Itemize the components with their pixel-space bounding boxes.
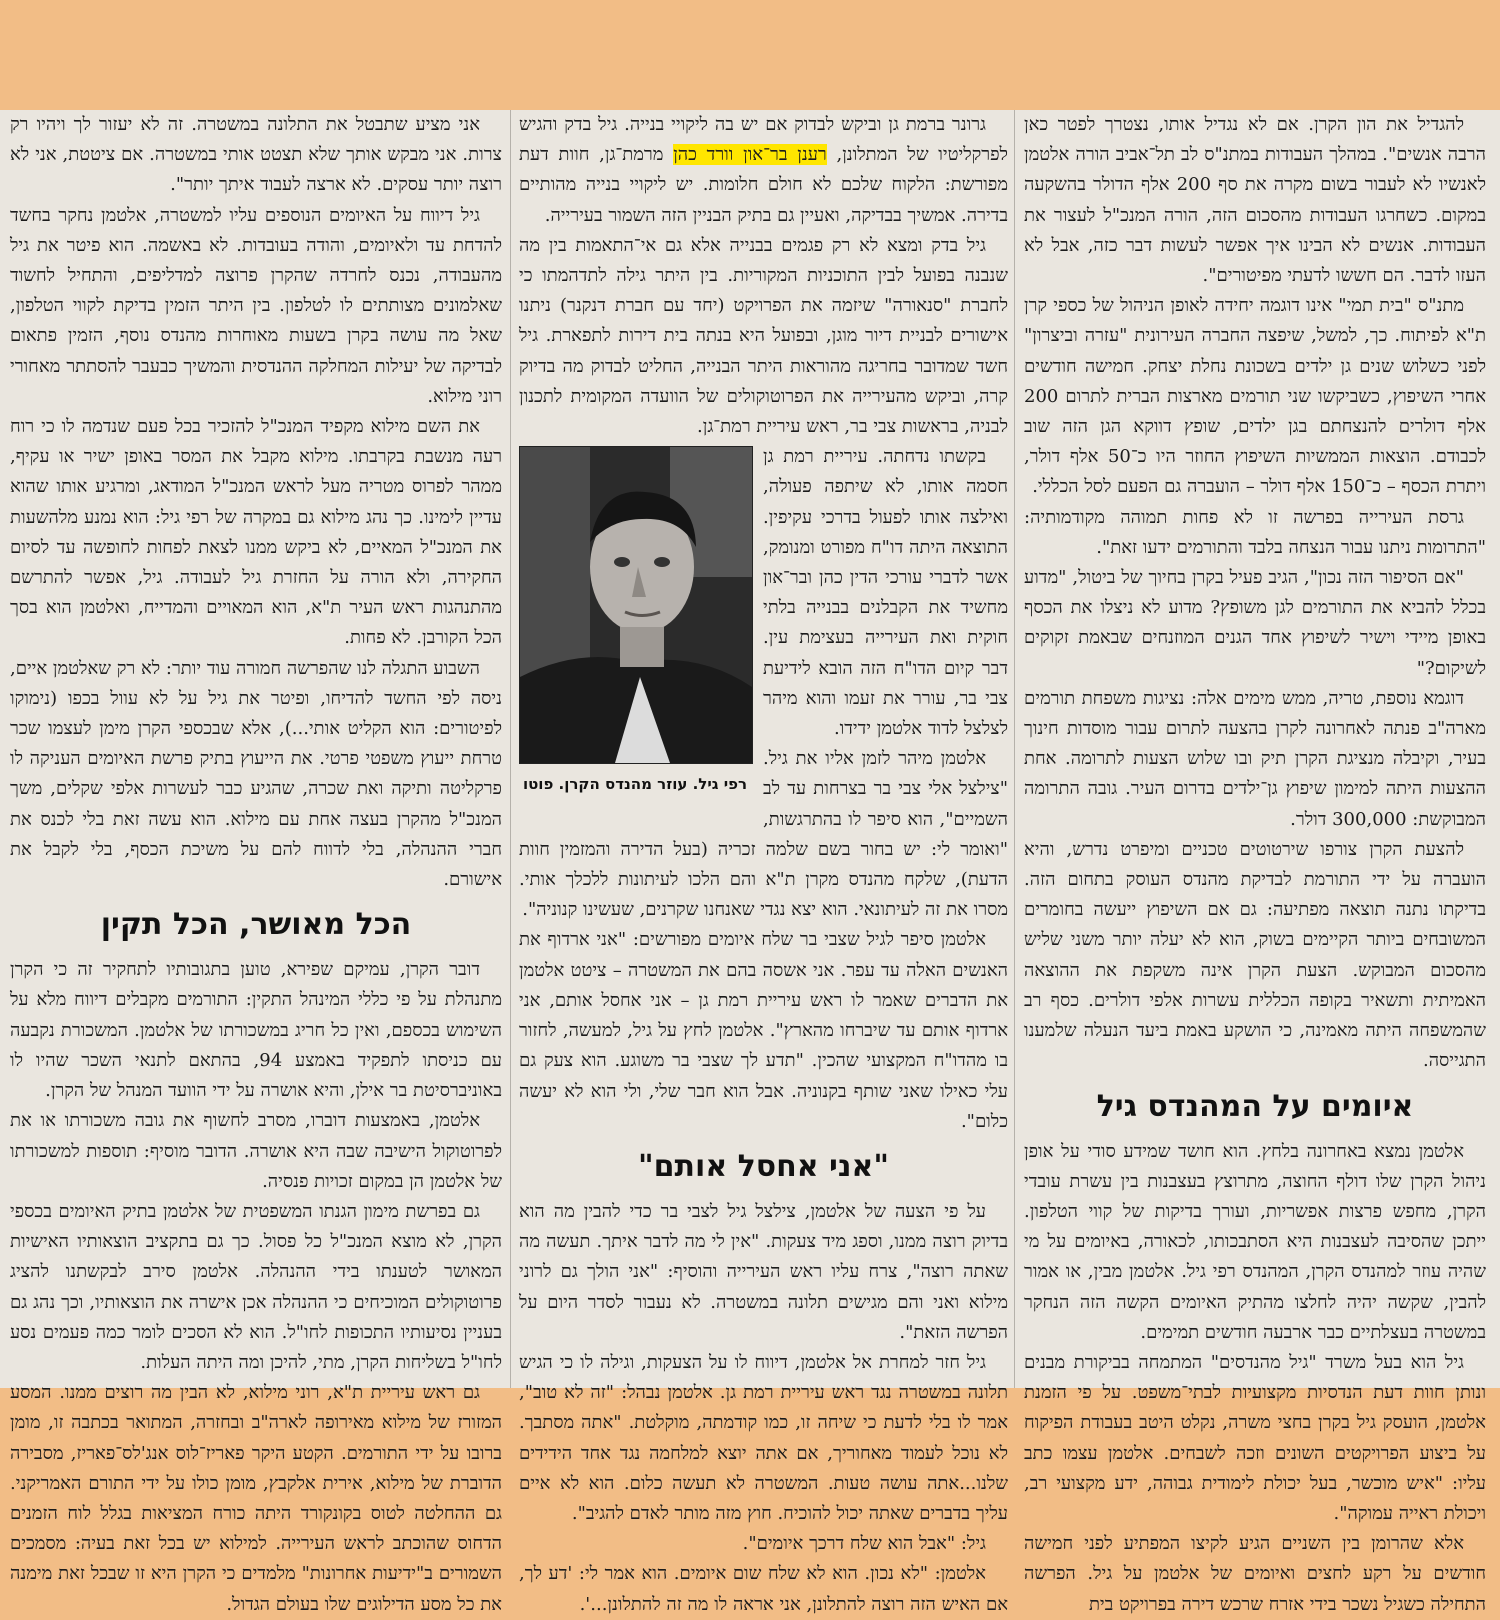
paragraph: השבוע התגלה לנו שהפרשה חמורה עוד יותר: לא רק שאלטמן איים, ניסה לפי החשד להדיחו, ופיטר את גיל על לא עוול בכפו (נימוקו לפיטורים: הוא הקליט אותי...), אלא שבכספי הקרן מימן לעצמו שכר טרחת ייעוץ משפטי פרטי. את הייעוץ בתיק פרשת האיומים העניקה לו פרקליטה ותיקה ואת שכרה, שהגיע כבר לעשרות אלפי שקלים, משך המנכ"ל מהקרן בעצה אחת עם מילוא. הוא עשה זאת בלי לכנס את חברי ההנהלה, בלי לדווח להם על משיכת הכסף, בלי לקבל את אישורם. <box>10 657 502 891</box>
paragraph: דובר הקרן, עמיקם שפירא, טוען בתגובותיו לתחקיר זה כי הקרן מתנהלת על פי כללי המינהל התקין: התורמים מקבלים דיווח מלא על השימוש בכספם, ואין כל חריג במשכורתו של אלטמן. המשכורת נקבעה עם כניסתו לתפקיד באמצע 94, בהתאם לתנאי השכר שהיו לו באוניברסיטת בר אילן, והיא אושרה על ידי הוועד המנהל של הקרן. <box>10 959 502 1102</box>
subheading: "אני אחסל אותם" <box>638 1148 889 1184</box>
paragraph: גם ראש עיריית ת"א, רוני מילוא, לא הבין מה רוצים ממנו. המסע המזורז של מילוא מאירופה לארה"ב ובחזרה, המתואר בכתבה זו, מומן ברובו על ידי התורמים. הקטע היקר פאריז־לוס אנג'לס־פאריז, מסבירה הדוברת של מילוא, אירית אלקבץ, מומן כולו על ידי התורם האמריקני. גם ההחלטה לטוס בקונקורד היתה כורח המציאות בגלל לוח הזמנים הדחוס שהוכתב לראש העירייה. למילוא יש בכל זאת בעיה: מסמכים השמורים ב"ידיעות אחרונות" מלמדים כי הקרן היא זו שבכל זאת מימנה את כל מסע הדילוגים שלו בעולם הגדול. <box>10 1382 502 1615</box>
paragraph: אלטמן נמצא באחרונה בלחץ. הוא חושד שמידע סודי על אופן ניהול הקרן שלו דולף החוצה, מתרוצץ בעצבנות בין עשרת עובדי הקרן, מחפש פרצות אפשריות, ועורך בדיקות של קווי הטלפון. ייתכן שהסיבה לעצבנות היא הסתבכותו, לכאורה, באיומים על מי שהיה עוזר למהנדס הקרן, המהנדס רפי גיל. אלטמן מבין, או אמור להבין, שקשה יהיה לחלצו מהתיק האיומים הקשה הזה הנחקר במשטרה בעצלתיים כבר ארבעה חודשים תמימים. <box>1024 1140 1486 1343</box>
paragraph: גרסת העירייה בפרשה זו לא פחות תמוהה מקודמותיה: "התרומות ניתנו עבור הנצחה בלבד והתורמים ידעו זאת". <box>1024 506 1486 558</box>
photo-block <box>519 446 751 810</box>
paragraph: בקשתו נדחתה. עיריית רמת גן חסמה אותו, לא שיתפה פעולה, ואילצה אותו לפעול בדרכי עקיפין. התוצאה היתה דו"ח מפורט ומנומק, אשר לדברי עורכי הדין כהן ובר־און מחשיד את הקבלנים בבנייה בלתי חוקית ואת העירייה בעצימת עין. דבר קיום הדו"ח הזה הובא לידיעת צבי בר, עורר את זעמו והוא מיהר לצלצל לדוד אלטמן ידידו. <box>763 446 1008 740</box>
paragraph: דוגמא נוספת, טריה, ממש מימים אלה: נציגות משפחת תורמים מארה"ב פנתה לאחרונה לקרן בהצעה לתרום עבור מוסדות חינוך בעיר, וקיבלה מנציגת הקרן תיק ובו שלוש הצעות לתרומה. אחת ההצעות היתה למימון שיפוץ גן־ילדים בדרום העיר. גובה התרומה המבוקשת: 300,000 דולר. <box>1024 687 1486 830</box>
highlighted-names: רענן בר־און וורד כהן <box>673 144 827 166</box>
subheading: איומים על המהנדס גיל <box>1096 1088 1414 1124</box>
paragraph: על פי הצעה של אלטמן, צילצל גיל לצבי בר כדי להבין מה הוא בדיוק רוצה ממנו, וספג מיד צעקות. "אין לי מה לדבר איתך. תעשה מה שאתה רוצה", צרח עליו ראש העירייה והוסיף: "אני הולך גם לרוני מילוא ואני והם מגישים תלונה במשטרה. לא נעבור לסדר היום על הפרשה הזאת". <box>519 1200 1008 1343</box>
portrait-photo <box>519 446 753 764</box>
photo-caption: רפי גיל. עוזר מהנדס הקרן. פוטו <box>522 775 748 794</box>
paragraph: גיל דיווח על האיומים הנוספים עליו למשטרה, אלטמן נחקר בחשד להדחת עד ולאיומים, והודה בעובדות. לא באשמה. הוא פיטר את גיל מהעבודה, נכנס לחרדה שהקרן פרוצה למדליפים, והתחיל לחשוד שאלמונים מצותתים לו לטלפון. בין היתר הזמין בדיקת לקווי הטלפון, שאל מה עושה בקרן בשעות מאוחרות מהנדס נוסף, הזמין פתאום לבדיקה של יעילות המחלקה ההנדסית והמשיך כבעבר להסתתר מאחורי רוני מילוא. <box>10 204 502 407</box>
paragraph: את השם מילוא מקפיד המנכ"ל להזכיר בכל פעם שנדמה לו כי רוח רעה מנשבת בקרבתו. מילוא מקבל את המסר באופן ישיר או עקיף, ממהר לפרוס מטריה מעל לראש המנכ"ל המודאג, ומרגיע אותו שהוא עדיין לימינו. כך נהג מילוא גם במקרה של רפי גיל: הוא נמנע מלהשעות את המנכ"ל המאיים, לא ביקש ממנו לצאת לפחות לחופשה עד לסיום החקירה, ולא הורה על החזרת גיל לעבודה. גיל, אפשר להתרשם מהתנהגות ראש העיר ת"א, הוא המאויים והמדייח, ואלטמן הוא בסך הכל הקורבן. לא פחות. <box>10 416 502 649</box>
text-run: מרמת־גן, חוות דעת מפורשת: הלקוח שלכם לא חולם חלומות. יש ליקויי בנייה מהותיים בדירה. אמשיך בבדיקה, ואעיין גם בתיק הבניין הזה השמור בעירייה. <box>519 144 1008 226</box>
paragraph: גיל בדק ומצא לא רק פגמים בבנייה אלא גם אי־התאמות בין מה שנבנה בפועל לבין התוכניות המקוריות. בין היתר גילה לתדהמתו כי לחברת "סנאורה" שיזמה את הפרויקט (יחד עם חברת דנקנר) ניתנו אישורים לבניית דיור מוגן, ובפועל היא בנתה בית דירות לתפארת. גיל חשד שמדובר בחריגה מהוראות היתר הבנייה, החליט לבדוק מה בדיוק קרה, וביקש מהעירייה את הפרוטוקולים של הוועדה המקומית לתכנון לבניה, בראשות צבי בר, ראש עיריית רמת־גן. <box>519 234 1008 438</box>
newspaper-scan <box>0 110 1500 1615</box>
paragraph: מתנ"ס "בית תמי" אינו דוגמה יחידה לאופן הניהול של כספי קרן ת"א לפיתוח. כך, למשל, שיפצה החברה העירונית "עזרה וביצרון" לפני כשלוש שנים גן ילדים בשכונת נחלת יצחק. חמישה חודשים אחרי השיפוץ, כשביקשו שני תורמים מארצות הברית לתרום 200 אלף דולרים להנצחתם בגן ילדים, שופץ דווקא הגן הזה שוב לכבודם. הוצאות הממשיות השיפוץ החוזר היו כ־50 אלף דולר, ויתרת הכסף – כ־150 אלף דולר – הועברה גם הפעם לסל הכללי. <box>1024 295 1486 498</box>
paragraph: "אם הסיפור הזה נכון", הגיב פעיל בקרן בחיוך של ביטול, "מדוע בכלל להביא את התורמים לגן משופץ? מדוע לא ניצלו את הכסף באופן מיידי וישיר לשיפוץ אחד הגנים המוזנחים שבאמת זקוקים לשיקום?" <box>1024 567 1486 679</box>
paragraph: גיל: "אבל הוא שלח דרכך איומים". <box>742 1533 986 1555</box>
paragraph: אלטמן מיהר לזמן אליו את גיל. "צילצל אלי צבי בר בצרחות עד לב השמיים", הוא סיפר לו בהתרגשות, "ואומר לי: יש בחור בשם שלמה זכריה (בעל הדירה והמזמין חוות הדעת), שלקח מהנדס מקרן ת"א והם הלכו לעיתונות ללכלך אותי. מסרו את זה לעיתונאי. הוא יצא נגדי שאנחנו שקרנים, שעשינו קנוניה". <box>519 748 1008 921</box>
paragraph: אלטמן, באמצעות דוברו, מסרב לחשוף את גובה משכורתו או את לפרוטוקול הישיבה שבה היא אושרה. הדובר מוסיף: תוספות למשכורתו של אלטמן הן במקום זכויות פנסיה. <box>10 1110 502 1192</box>
article-column-middle <box>515 110 1012 1615</box>
paragraph <box>519 110 1008 231</box>
paragraph: להצעת הקרן צורפו שירטוטים טכניים ומיפרט נדרש, והיא הועברה על ידי התורמת לבדיקת מהנדס העוסק בתחום הזה. בדיקתו נתנה תוצאה מפתיעה: גם אם השיפוץ ייעשה בחומרים המשובחים ביותר הקיימים בשוק, הוא לא יעלה יותר משני שליש מהסכום המבוקש. הצעת הקרן אינה משקפת את ההוצאה האמיתית ותשאיר בקופה הכללית עשרות אלפי דולרים. כסף רב שהמשפחה היתה מאמינה, כי הושקע באמת ביעד הנעלה שלמענו התגייסה. <box>1024 838 1486 1072</box>
paragraph: גיל הוא בעל משרד "גיל מהנדסים" המתמחה בביקורת מבנים ונותן חוות דעת הנדסיות מקצועיות לבתי־משפט. על פי הזמנת אלטמן, הועסק גיל בקרן בחצי משרה, נקלט היטב בעבודת הפיקוח על ביצוע הפרויקטים השונים וזכה לשבחים. אלטמן עצמו כתב עליו: "איש מוכשר, בעל יכולת לימודית גבוהה, ידע מקצועי רב, ויכולת ראייה עמוקה". <box>1024 1351 1486 1524</box>
paragraph: אלא שהרומן בין השניים הגיע לקיצו המפתיע לפני חמישה חודשים על רקע לחצים ואיומים של אלטמן על גיל. הפרשה התחילה כשגיל נשכר בידי אזרח שרכש דירה בפרויקט בית <box>1024 1533 1486 1615</box>
paragraph: אלטמן: "לא נכון. הוא לא שלח שום איומים. הוא אמר לי: 'דע לך, אם האיש הזה רוצה להתלונן, אני אראה לו מה זה להתלונן...'. <box>519 1563 1008 1615</box>
paragraph: גם בפרשת מימון הגנתו המשפטית של אלטמן בתיק האיומים בכספי הקרן, לא מוצא המנכ"ל כל פסול. כך גם בתקציב הוצאותיו האישיות המאושר לטענתו בידי ההנהלה. אלטמן סירב לבקשתנו להציג פרוטוקולים המוכיחים כי ההנהלה אכן אישרה את הוצאותיו, וכך נהג גם בעניין נסיעותיו התכופות לחו"ל. הוא לא הסכים לומר כמה פעמים נסע לחו"ל בשליחות הקרן, מתי, להיכן ומה היתה העלות. <box>10 1200 502 1373</box>
paragraph: אני מציע שתבטל את התלונה במשטרה. זה לא יעזור לך ויהיו רק צרות. אני מבקש אותך שלא תצטט אותי במשטרה. אם ציטטת, אני לא רוצה יותר עסקים. לא ארצה לעבוד איתך יותר". <box>10 114 502 196</box>
paragraph: להגדיל את הון הקרן. אם לא נגדיל אותו, נצטרך לפטר כאן הרבה אנשים". במהלך העבודות במתנ"ס לב תל־אביב הורה אלטמן לאנשיו לא לעבור בשום מקרה את סף 200 אלף הדולר בהשקעה במקום. כשחרגו העבודות מהסכום הזה, הורה המנכ"ל לעצור את העבודות. אנשים לא הבינו איך אפשר לעשות דבר כזה, אבל לא העזו לדבר. הם חששו לדעתי מפיטורים". <box>1024 114 1486 287</box>
text-run: גרונר ברמת גן וביקש לבדוק אם יש בה ליקויי בנייה. גיל בדק והגיש לפרקליטיו של המתלונן, <box>519 114 1008 166</box>
paragraph: גיל חזר למחרת אל אלטמן, דיווח לו על הצעקות, וגילה לו כי הגיש תלונה במשטרה נגד ראש עיריית רמת גן. אלטמן נבהל: "זה לא טוב", אמר לו בלי לדעת כי שיחה זו, כמו קודמתה, מוקלטת. "אתה מסתבך. לא נוכל לעמוד מאחוריך, אם אתה יוצא למלחמה נגד אחד הידידים שלנו...אתה עושה טעות. המשטרה לא תעשה כלום. הוא לא איים עליך בדברים שאתה יכול להוכיח. חוץ מזה מותר לאדם להגיב". <box>519 1351 1008 1524</box>
portrait-illustration <box>520 447 752 763</box>
article-column-left <box>6 110 506 1615</box>
paragraph: אלטמן סיפר לגיל שצבי בר שלח איומים מפורשים: "אני ארדוף את האנשים האלה עד עפר. אני אשסה בהם את המשטרה – ציטט אלטמן את הדברים שאמר לו ראש עיריית רמת גן – אני אחסל אותם, אני ארדוף אותם עד שיברחו מהארץ". אלטמן לחץ על גיל, למעשה, לחזור בו מהדו"ח המקצועי שהכין. "תדע לך שצבי בר משוגע. הוא צעק גם עלי כאילו שאני שותף בקנוניה. אבל הוא חבר שלי, ולי הוא לא יעשה כלום". <box>519 929 1008 1132</box>
subheading: הכל מאושר, הכל תקין <box>100 907 412 943</box>
column-divider <box>1014 110 1015 1388</box>
article-column-right <box>1020 110 1490 1615</box>
column-divider <box>510 110 511 1388</box>
